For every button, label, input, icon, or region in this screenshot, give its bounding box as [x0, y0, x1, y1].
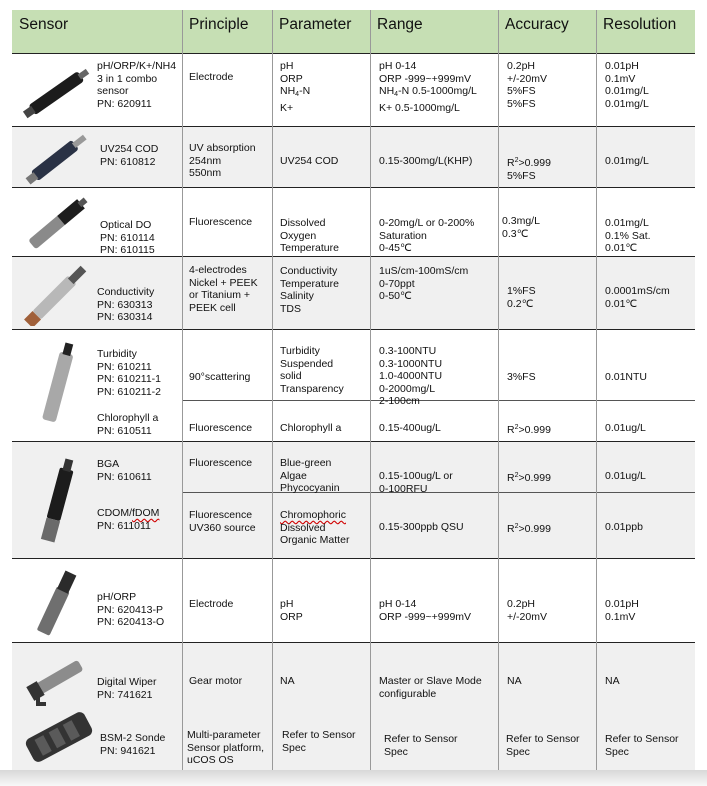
sensor-name: pH/ORP/K+/NH4 3 in 1 combo sensor PN: 620911: [97, 60, 177, 110]
resolution-cell: 0.0001mS/cm 0.01℃: [605, 285, 670, 310]
range-cell: 0.15-400ug/L: [379, 422, 441, 434]
parameter-cell: pH ORP: [280, 598, 303, 623]
principle-cell: Fluorescence: [189, 216, 253, 228]
bga-probe-image: [28, 448, 88, 556]
resolution-cell: 0.01NTU: [605, 371, 648, 383]
sensor-name: BSM-2 Sonde PN: 941621: [100, 732, 166, 757]
parameter-cell: UV254 COD: [280, 155, 339, 167]
principle-cell: Fluorescence UV360 source: [189, 509, 256, 534]
sensor-name: pH/ORP PN: 620413-P PN: 620413-O: [97, 591, 165, 629]
resolution-cell: NA: [605, 675, 620, 687]
parameter-cell: Blue-green Algae Phycocyanin: [280, 457, 340, 495]
accuracy-cell: 1%FS 0.2℃: [507, 285, 536, 310]
resolution-cell: 0.01mg/L: [605, 155, 649, 167]
sensor-name: Optical DO PN: 610114 PN: 610115: [100, 219, 155, 257]
header-accuracy: Accuracy: [505, 16, 569, 33]
range-cell: 0.3-100NTU 0.3-1000NTU 1.0-4000NTU 0-2000mg/L 2-100cm: [379, 345, 443, 408]
accuracy-cell: 0.2pH +/-20mV: [507, 598, 547, 623]
digital-wiper-image: [22, 650, 94, 706]
ph-orp-probe-image: [22, 566, 92, 640]
parameter-cell: Refer to Sensor Spec: [282, 729, 356, 754]
principle-cell: Fluorescence: [189, 457, 253, 469]
accuracy-cell: 0.3mg/L 0.3℃: [502, 215, 540, 240]
accuracy-cell: $R^2>0.999$: [507, 472, 551, 484]
range-cell: 0.15-300mg/L(KHP): [379, 155, 473, 167]
resolution-cell: 0.01pH 0.1mV: [605, 598, 639, 623]
accuracy-cell: 0.2pH +/-20mV 5%FS 5%FS: [507, 60, 547, 110]
accuracy-cell: Refer to Sensor Spec: [506, 733, 580, 758]
sensor-name: Turbidity PN: 610211 PN: 610211-1 PN: 610211-2: [97, 348, 162, 398]
header-principle: Principle: [189, 16, 249, 33]
conductivity-probe-image: [18, 262, 96, 326]
range-cell: 0.15-100ug/L or 0-100RFU: [379, 470, 453, 495]
resolution-cell: 0.01ug/L: [605, 422, 646, 434]
parameter-cell: Conductivity Temperature Salinity TDS: [280, 265, 339, 315]
principle-cell: UV absorption 254nm 550nm: [189, 142, 256, 180]
accuracy-cell: NA: [507, 675, 522, 687]
sensor-name: Conductivity PN: 630313 PN: 630314: [97, 286, 155, 324]
combo-probe-image: [18, 62, 96, 122]
table-header: [12, 10, 695, 53]
accuracy-cell: $R^2>0.999$: [507, 424, 551, 436]
range-cell: 0.15-300ppb QSU: [379, 521, 464, 533]
principle-cell: Multi-parameter Sensor platform, uCOS OS: [187, 729, 265, 767]
header-resolution: Resolution: [603, 16, 677, 33]
resolution-cell: 0.01ppb: [605, 521, 643, 533]
sensor-spec-table: [12, 10, 695, 770]
principle-cell: 90°scattering: [189, 371, 251, 383]
optical-do-probe-image: [18, 193, 96, 253]
sensor-name: CDOM/fDOM PN: 611011: [97, 507, 160, 532]
accuracy-cell: $R^2>0.999$ 5%FS: [507, 157, 551, 182]
parameter-cell: Chromophoric Dissolved Organic Matter: [280, 509, 350, 547]
parameter-cell: NA: [280, 675, 295, 687]
header-sensor: Sensor: [19, 16, 69, 33]
resolution-cell: 0.01pH 0.1mV 0.01mg/L 0.01mg/L: [605, 60, 649, 110]
resolution-cell: 0.01ug/L: [605, 470, 646, 482]
principle-cell: Electrode: [189, 598, 234, 610]
parameter-cell: Chlorophyll a: [280, 422, 342, 434]
accuracy-cell: 3%FS: [507, 371, 536, 383]
sensor-name: Digital Wiper PN: 741621: [97, 676, 157, 701]
range-cell: Refer to Sensor Spec: [384, 733, 458, 758]
range-cell: 0-20mg/L or 0-200% Saturation 0-45℃: [379, 217, 475, 255]
range-cell: pH 0-14 ORP -999~+999mV: [379, 598, 472, 623]
accuracy-cell: $R^2>0.999$: [507, 523, 551, 535]
range-cell: Master or Slave Mode configurable: [379, 675, 482, 700]
parameter-cell: pH ORP $NH_4-N$ K+: [280, 60, 311, 114]
parameter-cell: Dissolved Oxygen Temperature: [280, 217, 339, 255]
range-cell: pH 0-14 ORP -999~+999mV $NH_4-N$ 0.5-1000mg/L K+ 0.5-1000mg/L: [379, 60, 477, 114]
principle-cell: Electrode: [189, 71, 234, 83]
resolution-cell: 0.01mg/L 0.1% Sat. 0.01℃: [605, 217, 651, 255]
sensor-name: UV254 COD PN: 610812: [100, 143, 159, 168]
sensor-name: BGA PN: 610611: [97, 458, 152, 483]
turbidity-probe-image: [28, 334, 88, 438]
sensor-name: Chlorophyll a PN: 610511: [97, 412, 159, 437]
parameter-cell: Turbidity Suspended solid Transparency: [280, 345, 344, 395]
principle-cell: Gear motor: [189, 675, 243, 687]
bsm2-sonde-image: [22, 706, 96, 768]
header-range: Range: [377, 16, 423, 33]
uv254-probe-image: [18, 130, 96, 186]
principle-cell: 4-electrodes Nickel + PEEK or Titanium + PEEK cell: [189, 264, 258, 314]
page-bottom-edge: [0, 770, 707, 786]
header-parameter: Parameter: [279, 16, 352, 33]
range-cell: 1uS/cm-100mS/cm 0-70ppt 0-50℃: [379, 265, 469, 303]
principle-cell: Fluorescence: [189, 422, 253, 434]
resolution-cell: Refer to Sensor Spec: [605, 733, 679, 758]
